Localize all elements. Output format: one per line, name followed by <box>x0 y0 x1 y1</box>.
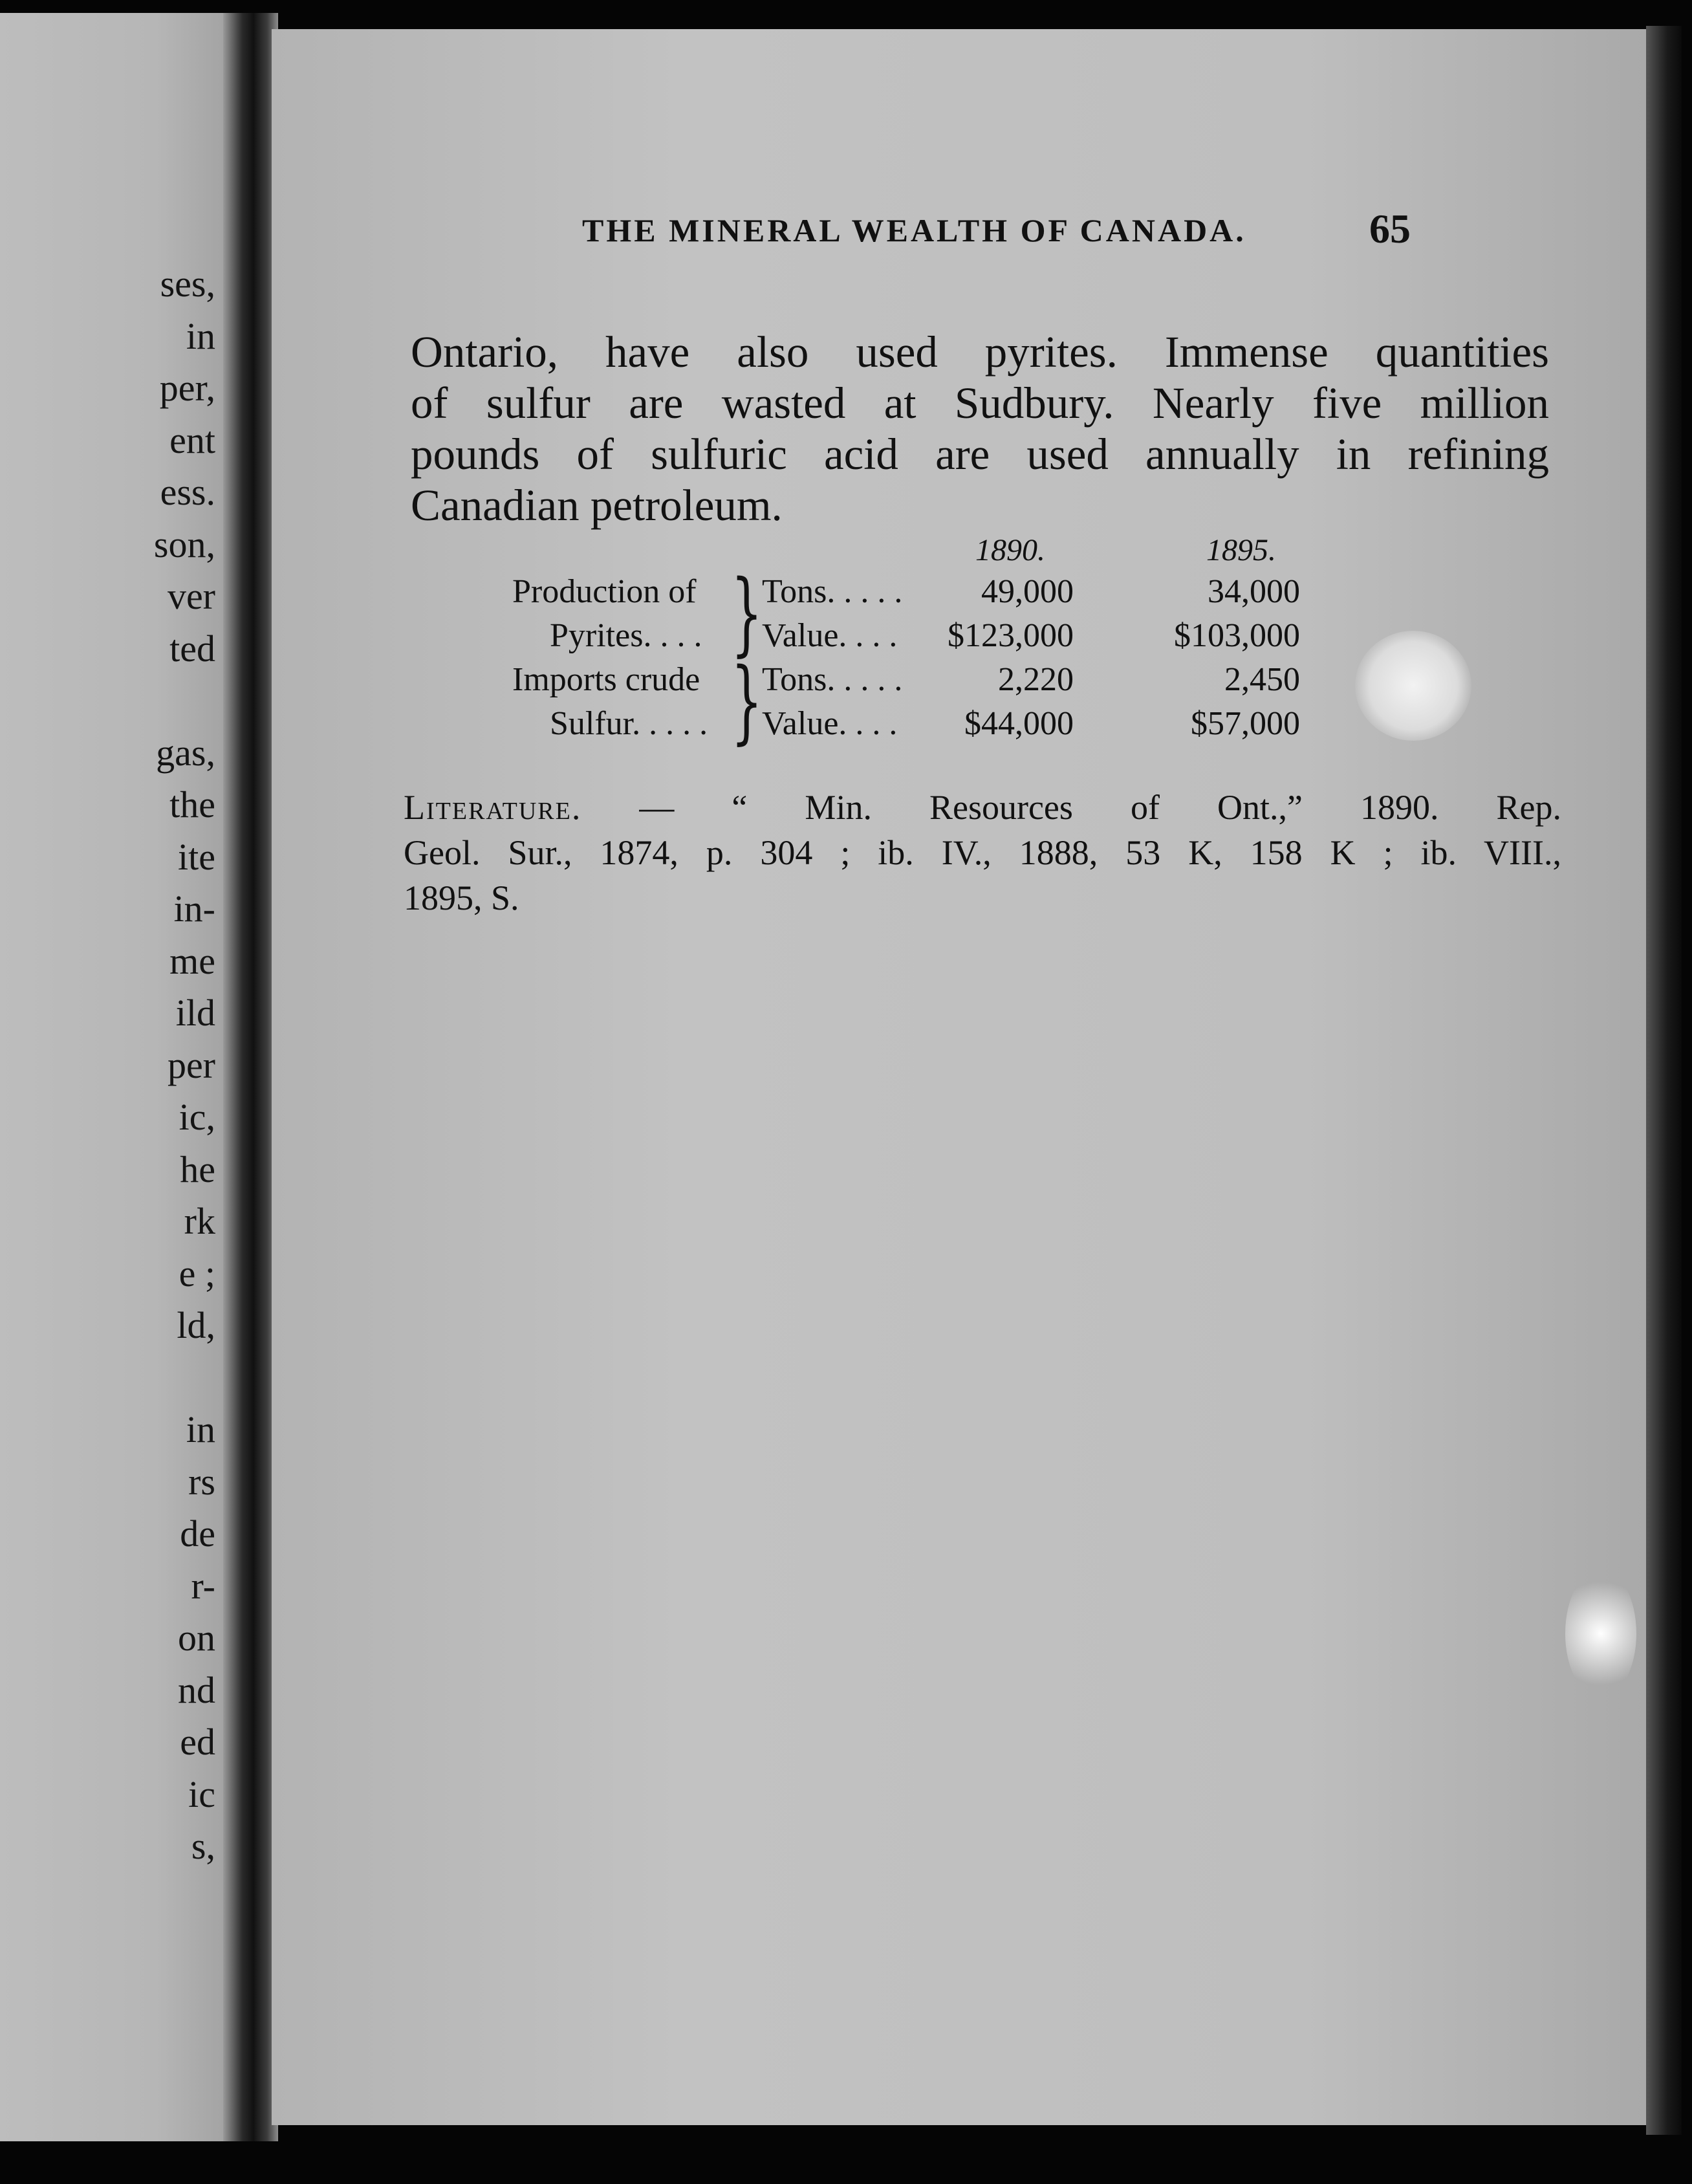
left-page-fragment: me <box>169 939 215 982</box>
book-gutter <box>223 13 278 2141</box>
page-header <box>272 206 1646 263</box>
paragraph-line: pounds of sulfuric acid are used annually in refining <box>411 430 1549 479</box>
left-page-fragment: ent <box>169 419 215 461</box>
left-page-fragment: the <box>169 783 215 825</box>
page-number: 65 <box>1369 206 1411 252</box>
left-page-fragment: ld, <box>177 1304 215 1346</box>
left-facing-page <box>0 13 223 2141</box>
page-edge <box>1646 26 1682 2135</box>
value-cell: 34,000 <box>1208 573 1300 610</box>
value-cell: $103,000 <box>1174 617 1300 654</box>
left-page-fragment: nd <box>178 1668 215 1711</box>
unit-label: Tons. . . . . <box>762 573 903 610</box>
left-page-fragment: per <box>167 1043 215 1086</box>
brace-icon: } <box>731 561 763 666</box>
literature-line <box>404 785 1561 830</box>
unit-label: Value. . . . <box>762 617 898 654</box>
left-page-fragment: in <box>186 1408 215 1450</box>
group-label-pyrites: Pyrites. . . . <box>550 617 702 654</box>
paragraph-line: Canadian petroleum. <box>411 481 783 530</box>
group-label-production: Production of <box>512 573 697 610</box>
unit-label: Value. . . . <box>762 705 898 742</box>
left-page-fragment: son, <box>153 523 215 565</box>
literature-line: Geol. Sur., 1874, p. 304 ; ib. IV., 1888, 53 K, 158 K ; ib. VIII., <box>404 833 1561 872</box>
left-page-fragment: ild <box>175 992 215 1034</box>
left-page-fragment: rs <box>188 1460 215 1503</box>
left-page-fragment: r- <box>191 1564 215 1607</box>
left-page-fragment: ed <box>180 1721 215 1763</box>
value-cell: 2,450 <box>1224 661 1300 698</box>
literature-heading: Literature. <box>404 788 582 827</box>
brace-icon: } <box>731 649 763 754</box>
paper-stain <box>1355 631 1471 741</box>
literature-note <box>404 785 1561 921</box>
unit-label: Tons. . . . . <box>762 661 903 698</box>
left-page-fragment: ess. <box>160 471 215 513</box>
year-header-1890: 1890. <box>975 533 1045 567</box>
value-cell: $57,000 <box>1191 705 1300 742</box>
paragraph-line: of sulfur are wasted at Sudbury. Nearly five million <box>411 378 1549 428</box>
left-page-fragment: in <box>186 314 215 357</box>
running-head: THE MINERAL WEALTH OF CANADA. <box>582 212 1246 248</box>
value-cell: $44,000 <box>964 705 1074 742</box>
literature-citation: — “ Min. Resources of Ont.,” 1890. Rep. <box>581 788 1561 827</box>
value-cell: $123,000 <box>948 617 1074 654</box>
left-page-fragment: on <box>178 1617 215 1659</box>
paragraph-line: Ontario, have also used pyrites. Immense quantities <box>411 327 1549 377</box>
left-page-fragment: gas, <box>156 731 215 774</box>
value-cell: 49,000 <box>981 573 1074 610</box>
left-page-fragment: s, <box>191 1825 215 1867</box>
left-page-fragment: in- <box>173 888 215 930</box>
left-page-fragment: ic <box>188 1773 215 1815</box>
left-page-fragment: e ; <box>179 1252 215 1294</box>
value-cell: 2,220 <box>998 661 1074 698</box>
left-page-fragment: ic, <box>179 1096 215 1138</box>
scan-glare <box>1565 1569 1636 1698</box>
group-label-sulfur: Sulfur. . . . . <box>550 705 708 742</box>
left-page-fragment: per, <box>159 367 215 409</box>
literature-line: 1895, S. <box>404 879 519 917</box>
body-paragraph <box>411 327 1549 531</box>
left-page-fragment: ver <box>167 575 215 617</box>
left-page-fragment: ite <box>178 835 215 878</box>
left-page-fragment: de <box>180 1512 215 1555</box>
left-page-fragment: ses, <box>160 263 215 305</box>
year-header-1895: 1895. <box>1206 533 1276 567</box>
book-page <box>272 29 1646 2125</box>
group-label-imports: Imports crude <box>512 661 700 698</box>
left-page-fragment: rk <box>184 1200 215 1242</box>
left-page-fragment: ted <box>169 627 215 670</box>
left-page-fragment: he <box>180 1148 215 1190</box>
